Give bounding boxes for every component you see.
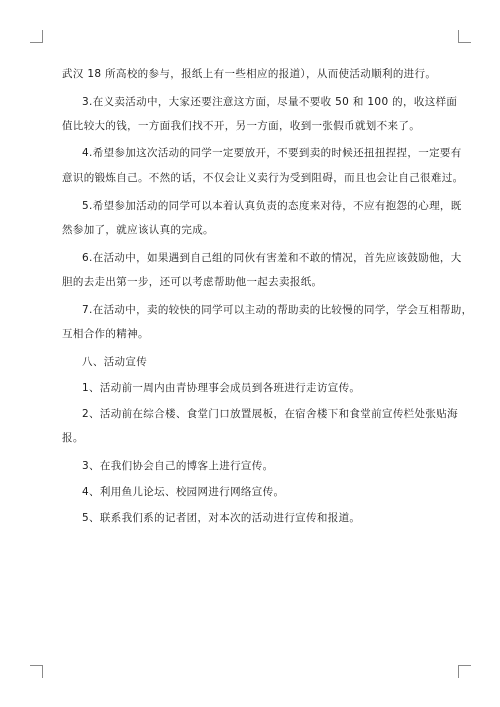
paragraph-line: 值比较大的钱，一方面我们找不开，另一方面，收到一张假币就划不来了。 <box>62 120 421 132</box>
paragraph-line: 然参加了，就应该认真的完成。 <box>62 224 214 236</box>
paragraph-line: 4、利用鱼儿论坛、校园网进行网络宣传。 <box>82 486 285 498</box>
paragraph-line: 意识的锻炼自己。不然的话，不仅会让义卖行为受到阻碍，而且也会让自己很难过。 <box>62 172 464 184</box>
paragraph-line: 武汉 18 所高校的参与，报纸上有一些相应的报道），从而使活动顺利的进行。 <box>62 68 437 80</box>
document-body <box>62 66 473 524</box>
paragraph-line: 2、活动前在综合楼、食堂门口放置展板，在宿舍楼下和食堂前宣传栏处张贴海 <box>82 408 458 420</box>
paragraph-line: 3.在义卖活动中，大家还要注意这方面，尽量不要收 50 和 100 的，收这样面 <box>82 96 458 108</box>
crop-mark-bottom-left <box>30 665 43 678</box>
crop-mark-top-left <box>30 30 43 43</box>
paragraph-line: 3、在我们协会自己的博客上进行宣传。 <box>82 460 274 472</box>
paragraph-line: 互相合作的精神。 <box>62 328 149 340</box>
crop-mark-bottom-right <box>458 665 471 678</box>
paragraph-line: 1、活动前一周内由青协理事会成员到各班进行走访宣传。 <box>82 382 361 394</box>
section-heading: 八、活动宣传 <box>82 356 148 368</box>
crop-mark-top-right <box>458 30 471 43</box>
paragraph-line: 胆的去走出第一步，还可以考虑帮助他一起去卖报纸。 <box>62 276 323 288</box>
paragraph-line: 5、联系我们系的记者团，对本次的活动进行宣传和报道。 <box>82 512 361 524</box>
paragraph-line: 4.希望参加这次活动的同学一定要放开，不要到卖的时候还扭扭捏捏，一定要有 <box>82 147 462 159</box>
paragraph-line: 7.在活动中，卖的较快的同学可以主动的帮助卖的比较慢的同学，学会互相帮助， <box>82 304 473 316</box>
paragraph-line: 6.在活动中，如果遇到自己组的同伙有害羞和不敢的情况，首先应该鼓励他，大 <box>82 252 462 264</box>
paragraph-line: 报。 <box>62 432 84 444</box>
paragraph-line: 5.希望参加活动的同学可以本着认真负责的态度来对待，不应有抱怨的心理，既 <box>82 200 462 212</box>
